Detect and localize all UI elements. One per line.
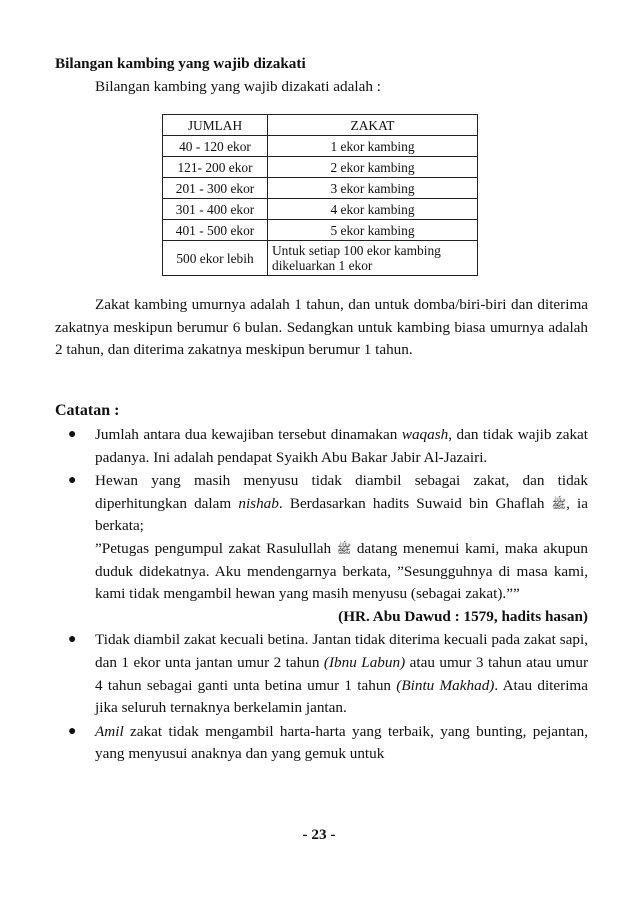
table-cell-jumlah: 40 - 120 ekor [163, 136, 268, 157]
italic-term: nishab [238, 494, 279, 512]
table-cell-jumlah: 401 - 500 ekor [163, 220, 268, 241]
notes-list [55, 424, 588, 767]
table-row [163, 199, 478, 220]
honorific-symbol: ﷺ [551, 496, 567, 511]
list-item [55, 721, 588, 766]
table-header-zakat: ZAKAT [268, 115, 478, 136]
list-item [55, 470, 588, 628]
notes-heading: Catatan : [55, 402, 120, 419]
zakat-table [162, 114, 478, 276]
table-cell-zakat: 4 ekor kambing [268, 199, 478, 220]
hadith-reference: (HR. Abu Dawud : 1579, hadits hasan) [338, 607, 588, 625]
italic-term: Amil [95, 722, 124, 740]
table-header-jumlah: JUMLAH [163, 115, 268, 136]
section-intro: Bilangan kambing yang wajib dizakati adalah : [95, 78, 381, 95]
list-item [55, 629, 588, 719]
table-row [163, 157, 478, 178]
table-cell-zakat: 2 ekor kambing [268, 157, 478, 178]
table-cell-jumlah: 121- 200 ekor [163, 157, 268, 178]
text-run: Jumlah antara dua kewajiban tersebut dinamakan [95, 426, 402, 443]
table-cell-zakat: 5 ekor kambing [268, 220, 478, 241]
table-header-row [163, 115, 478, 136]
text-run: atau umur 3 tahun atau umur 4 tahun sebagai ganti unta betina umur 1 tahun [95, 653, 588, 694]
table-row [163, 136, 478, 157]
text-run: , ia berkata; [95, 494, 589, 535]
text-run: . Atau diterima jika seluruh ternaknya berkelamin jantan. [95, 676, 588, 717]
table-cell-zakat: 3 ekor kambing [268, 178, 478, 199]
table-cell-jumlah: 201 - 300 ekor [163, 178, 268, 199]
text-run: . Berdasarkan hadits Suwaid bin Ghaflah [278, 494, 552, 512]
table-cell-jumlah: 500 ekor lebih [163, 241, 268, 276]
text-run: zakat tidak mengambil harta-harta yang terbaik, yang bunting, pejantan, yang menyusui anaknya dan yang gemuk untuk [95, 722, 588, 763]
text-run: Hewan yang masih menyusu tidak diambil sebagai zakat, dan tidak diperhitungkan dalam [95, 472, 588, 512]
bullet-icon: ● [68, 723, 77, 739]
italic-term: (Ibnu Labun) [323, 653, 406, 671]
table-cell-zakat [268, 241, 478, 276]
table-cell-jumlah: 301 - 400 ekor [163, 199, 268, 220]
bullet-icon: ● [68, 473, 77, 489]
table-row [163, 178, 478, 199]
page-number: - 23 - [302, 826, 336, 843]
table-row [163, 220, 478, 241]
text-run: , dan tidak wajib zakat padanya. Ini adalah pendapat Syaikh Abu Bakar Jabir Al-Jazairi. [95, 426, 588, 466]
section-heading: Bilangan kambing yang wajib dizakati [55, 55, 306, 72]
bullet-icon: ● [68, 632, 77, 648]
table-row [163, 241, 478, 276]
quote-text: ”Petugas pengumpul zakat Rasulullah [95, 539, 337, 557]
table-cell-zakat: 1 ekor kambing [268, 136, 478, 157]
bullet-icon: ● [68, 427, 77, 442]
quote-text: datang menemui kami, maka akupun duduk didekatnya. Aku mendengarnya berkata, ”Sesungguhnya di masa kami, kami tidak mengambil hewan yang masih menyusu (sebagai zakat).”” [95, 539, 588, 603]
body-paragraph: Zakat kambing umurnya adalah 1 tahun, dan untuk domba/biri-biri dan diterima zakatnya meskipun berumur 6 bulan. Sedangkan untuk kambing biasa umurnya adalah 2 tahun, dan diterima zakatnya meskipun berumur 1 tahun. [55, 296, 588, 359]
italic-term: waqash [401, 426, 449, 443]
list-item [55, 424, 588, 469]
text-run: Tidak diambil zakat kecuali betina. Jantan tidak diterima kecuali pada zakat sapi, dan 1 ekor unta jantan umur 2 tahun [95, 631, 588, 671]
honorific-symbol: ﷺ [336, 541, 352, 556]
italic-term: (Bintu Makhad) [396, 676, 495, 694]
table-cell-line: dikeluarkan 1 ekor [272, 258, 373, 273]
table-cell-line: Untuk setiap 100 ekor kambing [272, 243, 441, 258]
